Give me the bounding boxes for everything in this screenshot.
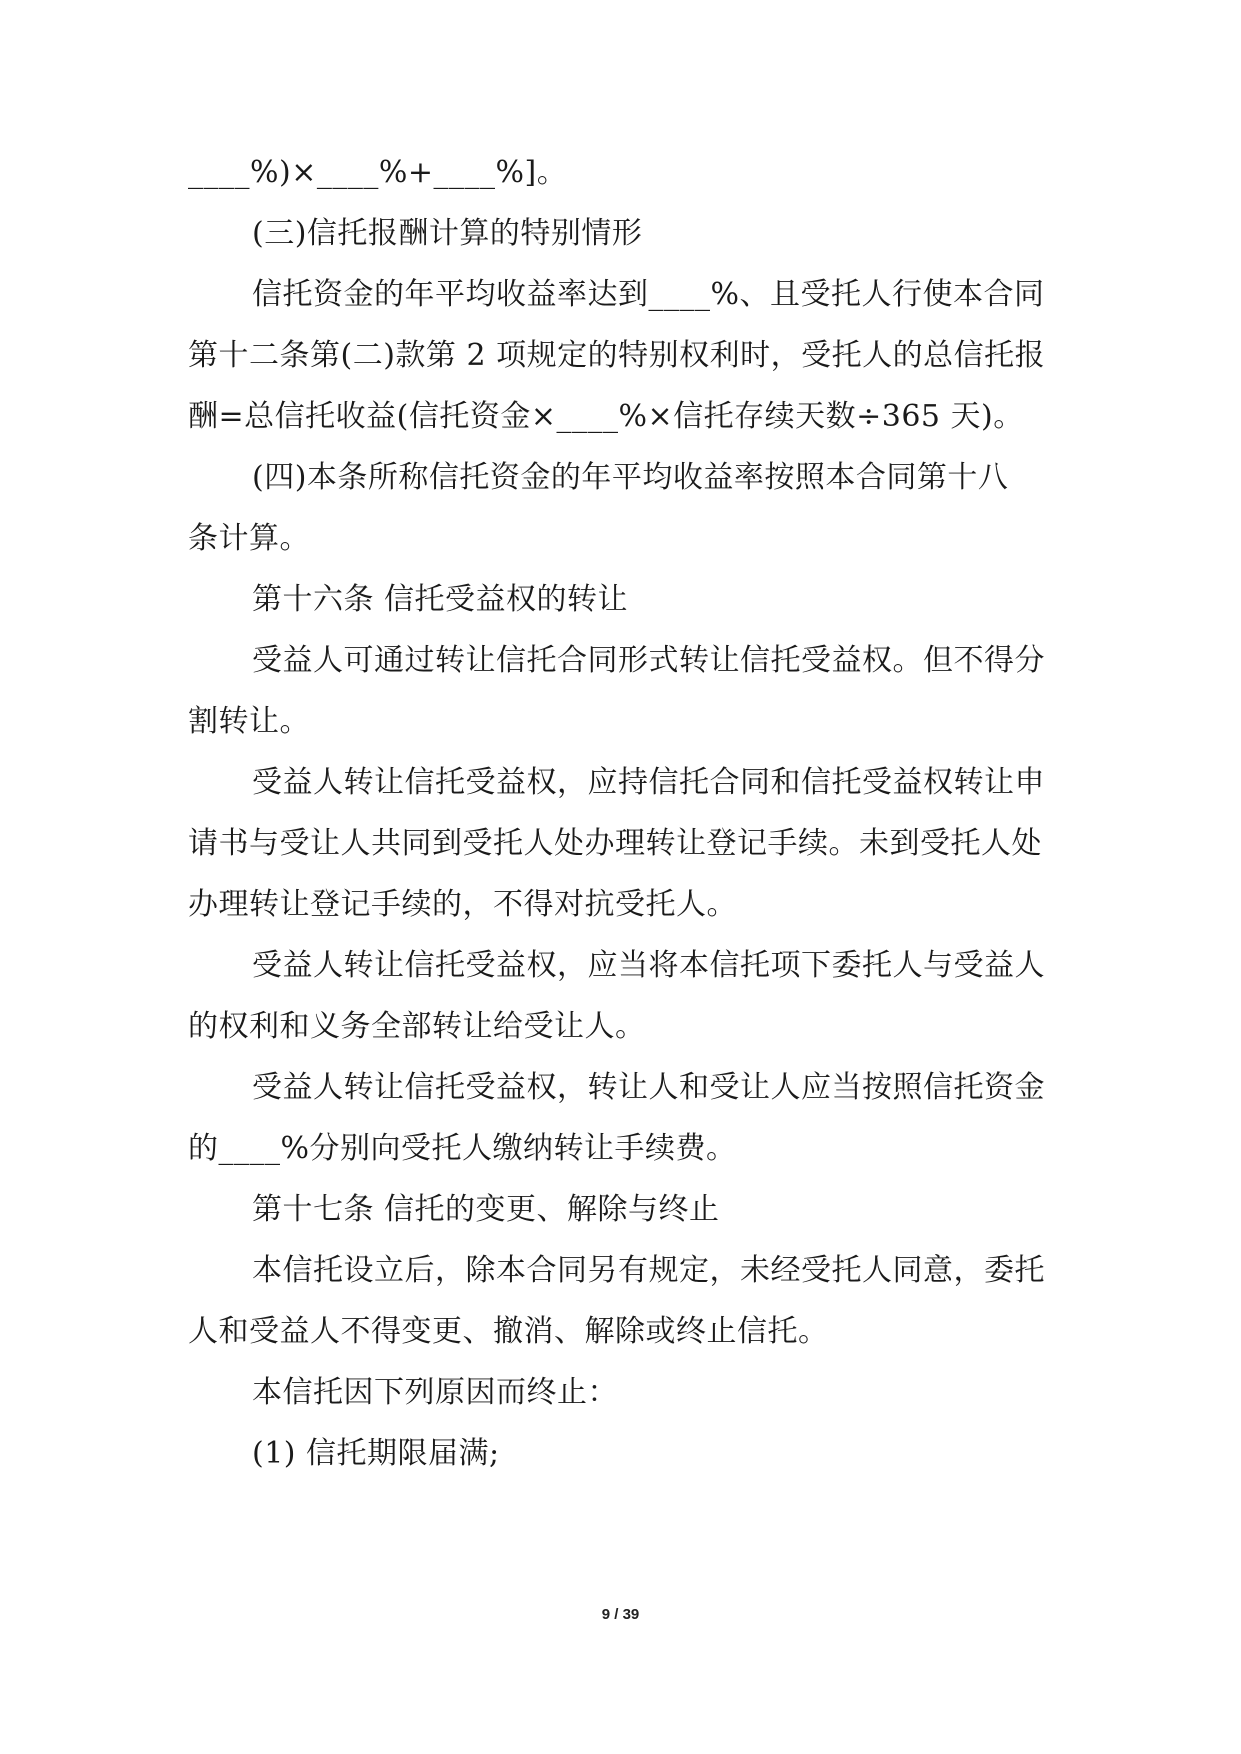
text-line: 受益人可通过转让信托合同形式转让信托受益权。但不得分 [252, 643, 1045, 678]
text-line: 本信托设立后，除本合同另有规定，未经受托人同意，委托 [252, 1253, 1045, 1288]
text-line: 条计算。 [188, 521, 310, 556]
text-line: 的____%分别向受托人缴纳转让手续费。 [188, 1131, 737, 1166]
text-line: 办理转让登记手续的，不得对抗受托人。 [188, 887, 737, 922]
article-heading: 第十六条 信托受益权的转让 [252, 582, 629, 617]
text-line: 受益人转让信托受益权，应当将本信托项下委托人与受益人 [252, 948, 1045, 983]
section-heading: (三)信托报酬计算的特别情形 [252, 216, 643, 251]
text-line: 受益人转让信托受益权，应持信托合同和信托受益权转让申 [252, 765, 1045, 800]
text-line: 割转让。 [188, 704, 310, 739]
text-line: 的权利和义务全部转让给受让人。 [188, 1009, 646, 1044]
text-line: 受益人转让信托受益权，转让人和受让人应当按照信托资金 [252, 1070, 1045, 1105]
article-heading: 第十七条 信托的变更、解除与终止 [252, 1192, 720, 1227]
text-line: ____%)×____%+____%]。 [188, 155, 568, 190]
page-number: 9 / 39 [601, 1606, 640, 1623]
text-line: 请书与受让人共同到受托人处办理转让登记手续。未到受托人处 [188, 826, 1042, 861]
text-line: 本信托因下列原因而终止： [252, 1375, 618, 1410]
list-item: (1) 信托期限届满; [252, 1436, 500, 1471]
text-line: (四)本条所称信托资金的年平均收益率按照本合同第十八 [252, 460, 1009, 495]
text-line: 第十二条第(二)款第 2 项规定的特别权利时，受托人的总信托报 [188, 338, 1046, 373]
text-line: 人和受益人不得变更、撤消、解除或终止信托。 [188, 1314, 829, 1349]
text-line: 信托资金的年平均收益率达到____%、且受托人行使本合同 [252, 277, 1045, 312]
text-line: 酬=总信托收益(信托资金×____%×信托存续天数÷365 天)。 [188, 399, 1024, 434]
